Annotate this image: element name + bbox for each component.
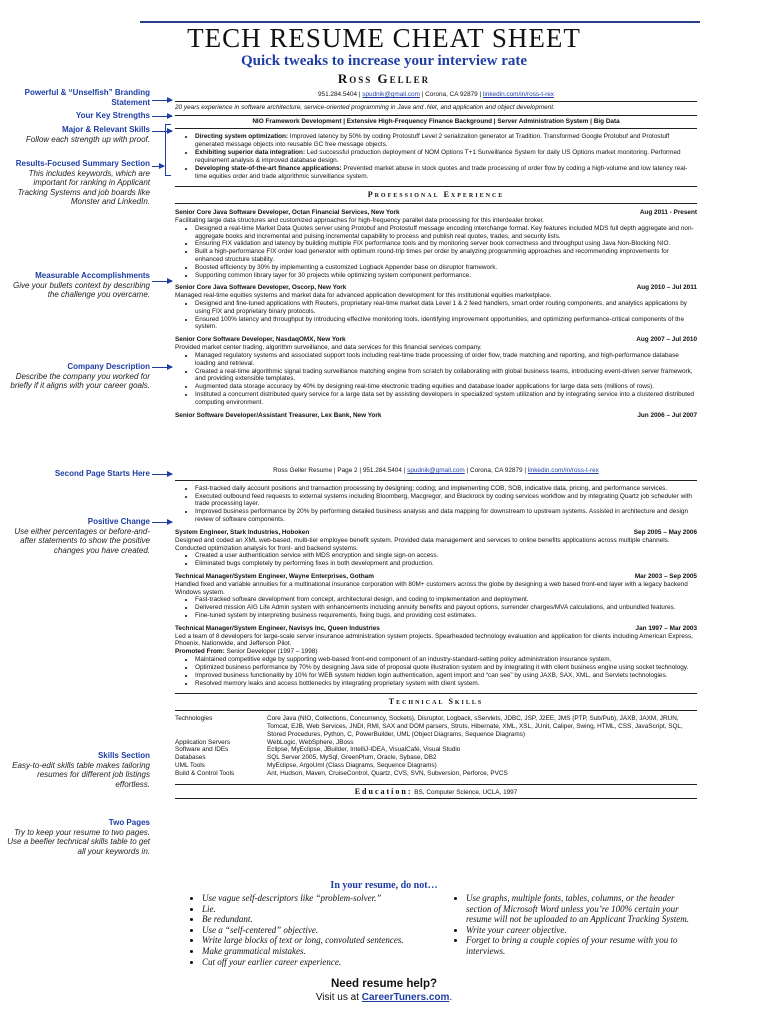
branding-statement: 20 years experience in software architecture, service-oriented programming in Java and .Net, and application and object development. — [175, 103, 555, 111]
job-bullets — [175, 552, 697, 568]
job-title: Technical Manager/System Engineer, Wayne Enterprises, Gotham — [175, 572, 374, 580]
contact-phone: 951.284.5404 — [317, 91, 358, 98]
skills-table — [175, 715, 697, 778]
page2-header: Ross Geller Resume | Page 2 | 951.284.5404 | spudnik@gmail.com | Corona, CA 92879 | linkedin.com/in/ross-t-rex — [273, 467, 599, 474]
job-description: Provided market center trading, algorithm surveillance, and data services for this financial services company. — [175, 344, 482, 352]
contact-location: Corona, CA 92879 — [425, 91, 478, 98]
skills-row — [175, 715, 697, 738]
job-bullet: • Instituted a concurrent distributed query service for a large data set by assisting developers in specialized system utilization and by integrating service into a clustered distributed computing environment. — [195, 391, 697, 407]
contact-location: Corona, CA 92879 — [469, 467, 523, 474]
job-bullet: • Created a real-time algorithmic signal trading surveillance matching engine from scratch by collaborating with global business teams, introducing event-driven server framework, and providing extensible templates. — [195, 368, 697, 384]
visit-text: Visit us at — [315, 992, 362, 1003]
job-bullet: • Ensured 100% latency and throughput by introducing effective monitoring tools, identifying improvement opportunities, and optimizing performance-critical components of the system. — [195, 316, 697, 332]
summary-bold: Developing state-of-the-art finance applications: — [195, 164, 342, 172]
job-header — [175, 284, 697, 292]
job-header — [175, 412, 697, 420]
contact-linkedin[interactable]: linkedin.com/in/ross-t-rex — [482, 91, 554, 98]
annotation-branding — [4, 88, 150, 107]
job-description: Led a team of 8 developers for large-scale server insurance administration system projects. Spearheaded technology evaluation and application for clients including American Express, Phoenix, Nationwide, and Jefferson Pilot. — [175, 632, 693, 648]
job-dates: Jun 2006 – Jul 2007 — [637, 411, 697, 419]
summary-item — [195, 149, 697, 165]
page-title: TECH RESUME CHEAT SHEET — [187, 23, 581, 53]
job-title: Senior Software Developer/Assistant Treasurer, Lex Bank, New York — [175, 411, 382, 419]
skills-value: MyEclipse, ArgoUml (Class Diagrams, Sequence Diagrams) — [267, 761, 437, 769]
summary-bold: Directing system optimization: — [195, 133, 289, 141]
page2-bullets — [175, 485, 697, 524]
annotation-skills-section — [4, 751, 150, 789]
annotation-title: Major & Relevant Skills — [61, 125, 150, 134]
annotation-title: Two Pages — [108, 818, 150, 827]
annotation-desc: This includes keywords, which are important for ranking in Applicant Tracking Systems and job boards like Monster and LinkedIn. — [17, 168, 150, 207]
skills-row — [175, 754, 697, 762]
job-header — [175, 529, 697, 537]
help-line — [0, 992, 768, 1003]
key-strengths: NIO Framework Development | Extensive High-Frequency Finance Background | Server Administration System | Big Data — [252, 117, 620, 125]
education-value: BS, Computer Science, UCLA, 1997 — [414, 788, 518, 796]
donot-item: • Use vague self-descriptors like “problem-solver.” — [202, 893, 436, 904]
annotation-two-pages — [4, 818, 150, 856]
annotation-accomplishments — [4, 271, 150, 300]
donot-item: • Write your career objective. — [466, 925, 700, 936]
divider — [175, 693, 697, 694]
experience-title: Professional Experience — [367, 190, 505, 200]
resume-name-text: Ross Geller — [337, 71, 431, 86]
annotation-title: Your Key Strengths — [75, 111, 150, 120]
job-dates: Sep 2005 – May 2006 — [633, 528, 697, 536]
job-entry — [175, 412, 697, 420]
donot-item: • Use a “self-centered” objective. — [202, 925, 436, 936]
job-description: Facilitating large data structures and customized approaches for high-frequency parallel data processing for this interdealer broker. — [175, 216, 545, 224]
annotation-desc: Describe the company you worked for briefly if it aligns with your career goals. — [10, 371, 150, 391]
job-bullet: • Resolved memory leaks and access bottlenecks by integrating proprietary system with client system. — [195, 680, 697, 688]
job-entry — [175, 209, 697, 279]
divider — [175, 101, 697, 102]
job-title: Senior Core Java Software Developer, Oscorp, New York — [175, 284, 347, 292]
job-dates: Aug 2011 - Present — [639, 209, 697, 217]
donot-item: • Cut off your earlier career experience. — [202, 957, 436, 968]
divider — [175, 128, 697, 129]
annotation-title: Second Page Starts Here — [54, 469, 150, 478]
annotation-positive-change — [4, 517, 150, 555]
annotation-summary — [4, 159, 150, 207]
job-bullet: • Designed and fine-tuned applications with Reuters, proprietary real-time market data Level 1 & 2 feed handlers, smart order routing components, and analytics applications by using FIX and proprietary binary protocols. — [195, 300, 697, 316]
job-bullet: • Augmented data storage accuracy by 40% by designing real-time electronic trading equities and database loader applications for large data sets (millions of rows). — [195, 383, 697, 391]
job-dates: Mar 2003 – Sep 2005 — [634, 572, 697, 580]
job-bullet: • Improved business functionality by 10% for WEB system hidden login authentication, agent import and “can see” by using JAXB, SAX, XML, and Servlets technologies. — [195, 672, 697, 680]
divider — [175, 480, 697, 481]
divider — [175, 203, 697, 204]
job-description: Designed and coded an XML web-based, multi-tier employee benefit system. Provided data management and services to online benefits applications across multiple channels. Conducted optimization analysis for front- and backend systems. — [175, 536, 670, 552]
skills-label: Build & Control Tools — [175, 769, 235, 777]
job-bullet: • Delivered mission AIG Life Admin system with enhancements including annuity benefits and payout options, surrender charges/MVA calculations, and unbundled features. — [195, 604, 697, 612]
job-entry — [175, 625, 697, 688]
job-bullet: • Executed outbound feed requests to external systems including Bloomberg, Macgregor, and Blackrock by coding services workflow and by integrating Quartz job scheduler with trade processing layer. — [195, 493, 697, 509]
job-title: Senior Core Software Developer, NasdaqOMX, New York — [175, 336, 346, 344]
job-description: Handled fixed and variable annuities for a multinational insurance corporation with 80M+ customers across the globe by designing a web based front-end layer with a legacy backend Windows system. — [175, 580, 688, 596]
summary-bold: Exhibiting superior data integration: — [195, 149, 306, 157]
job-bullet: • Designed a real-time Market Data Quotes server using Protobuf and Protostuff message encoding interchange format. Key features included MDS full depth aggregate and non-aggregate books and incremental and pulsing incremental capability to process and publish real quotes, trades, and security lists. — [195, 225, 697, 241]
annotation-desc: Try to keep your resume to two pages. Use a beefier technical skills table to get all your keywords in. — [7, 827, 150, 856]
skills-title: Technical Skills — [388, 697, 484, 707]
job-bullets — [175, 656, 697, 687]
resume-page-1 — [175, 91, 697, 419]
help-title: Need resume help? — [330, 978, 438, 990]
resume-page-2 — [175, 467, 697, 799]
job-bullet: • Maintained competitive edge by supporting web-based front-end component of an industry-standard-setting policy administration insurance system. — [195, 656, 697, 664]
arrow-icon — [152, 166, 164, 167]
skills-label: UML Tools — [175, 761, 205, 769]
skills-label: Technologies — [175, 715, 213, 723]
skills-label: Software and IDEs — [175, 746, 229, 754]
job-dates: Jan 1997 – Mar 2003 — [635, 624, 697, 632]
arrow-icon — [152, 281, 172, 282]
annotation-title: Powerful & “Unselfish” Branding Statement — [24, 88, 150, 107]
donot-item: • Be redundant. — [202, 914, 436, 925]
job-bullets — [175, 352, 697, 407]
contact-linkedin[interactable]: linkedin.com/in/ross-t-rex — [527, 467, 599, 474]
divider — [175, 784, 697, 785]
contact-phone: 951.284.5404 — [362, 467, 402, 474]
annotation-second-page — [4, 469, 150, 479]
arrow-icon — [152, 474, 172, 475]
skills-value: SQL Server 2005, MySql, GreenPlum, Oracle, Sybase, DB2 — [267, 754, 437, 762]
job-entry — [175, 573, 697, 620]
skills-value: Eclipse, MyEclipse, JBuilder, IntelliJ-IDEA, VisualCafé, Visual Studio — [267, 746, 461, 754]
annotation-title: Positive Change — [87, 517, 150, 526]
job-bullet: • Optimized business performance by 70% by designing Java side of proposal quote illustration system and by integrating it with client business engine using socket technology. — [195, 664, 697, 672]
job-bullets — [175, 596, 697, 619]
visit-suffix: . — [449, 992, 453, 1003]
job-bullet: • Built a high-performance FIX order load generator with optimum round-trip times per order by analyzing programming approaches and recommending improvements for enhanced structure stability. — [195, 248, 697, 264]
skills-value: Ant, Hudson, Maven, CruiseControl, Quartz, CVS, SVN, Subversion, Perforce, PVCS — [267, 769, 508, 777]
divider — [175, 186, 697, 187]
annotation-strengths — [4, 111, 150, 121]
annotation-desc: Use either percentages or before-and-after statements to show the positive changes you have created. — [14, 526, 150, 555]
summary-text: Led successful production deployment of NOM Options T+1 Surveillance System for daily US Options market monitoring. Performed requirement analysis & improved database design. — [195, 149, 681, 164]
job-bullet: • Managed regulatory systems and associated support tools including real-time trade processing of order flow, trade matching and reporting, and high-performance database loading and retrieval. — [195, 352, 697, 368]
job-bullet: • Ensuring FIX validation and latency by building multiple FIX performance tools and by monitoring server book correctness and throughput using Java Non-Blocking NIO. — [195, 240, 697, 248]
donot-right — [450, 893, 700, 957]
job-bullet: • Improved business performance by 20% by performing detailed business analysis and data mapping for downstream to upstream systems. Assisted in architecture and design review of software components. — [195, 508, 697, 524]
annotation-title: Results-Focused Summary Section — [15, 159, 150, 168]
promoted-line — [175, 648, 697, 656]
job-entry — [175, 529, 697, 568]
job-bullet: • Fast-tracked software development from concept, architectural design, and coding to implementation and deployment. — [195, 596, 697, 604]
skills-value: WebLogic, WebSphere, JBoss — [267, 738, 354, 746]
job-bullet: • Eliminated bugs completely by performing fixes in both development and production. — [195, 560, 697, 568]
job-description: Managed real-time equities systems and market data for advanced application development for this institutional equities marketplace. — [175, 292, 552, 300]
contact-line: 951.284.5404 | spudnik@gmail.com | Corona, CA 92879 | linkedin.com/in/ross-t-rex — [317, 91, 554, 98]
skills-row — [175, 739, 697, 747]
promoted-label: Promoted From: — [175, 648, 225, 656]
summary-text: Improved latency by 50% by coding Protostuff Level 2 serialization generator at Tradition. Transformed Google Protobuf and Protostuff generated message objects into reusable GC free message objects. — [195, 133, 670, 149]
promoted-text: Senior Developer (1997 – 1998) — [224, 648, 318, 656]
job-title: Technical Manager/System Engineer, Navisys Inc, Queen Industries — [175, 624, 380, 632]
skills-row — [175, 746, 697, 754]
job-header — [175, 573, 697, 581]
job-dates: Aug 2010 – Jul 2011 — [636, 284, 697, 292]
skills-row — [175, 762, 697, 770]
job-dates: Aug 2007 – Jul 2010 — [636, 336, 697, 344]
skills-value: Core Java (NIO, Collections, Concurrency, Sockets), Disruptor, Logback, sServlets, JDBC, JSP, J2EE, JMS (PTP, Sub/Pub), JAXB, JAXM, JRUN, Tomcat, EJB, Web Services, JNDI, RMI, SAX and DOM parsers, Struts, Hibernate, XML, XSL, JUnit, Caliper, Swing, HTML, CSS, JavaScript, SQL, Stored Procedures, Python, C, PowerBuilder, UML (Object Diagrams, Sequence Diagrams) — [267, 715, 683, 738]
page2-label: Ross Geller Resume | Page 2 | — [273, 467, 362, 474]
job-bullet: • Supporting common library layer for 30 projects while optimizing system component performance. — [195, 272, 697, 280]
skills-label: Databases — [175, 754, 206, 762]
job-bullets — [175, 225, 697, 280]
donot-item: • Forget to bring a couple copies of your resume with you to interviews. — [466, 935, 700, 956]
donot-right-list — [450, 893, 700, 957]
page-subtitle: Quick tweaks to increase your interview rate — [240, 53, 528, 69]
arrow-icon — [152, 116, 172, 117]
skills-row — [175, 770, 697, 778]
summary-bracket — [165, 124, 171, 176]
divider — [175, 115, 697, 116]
annotation-title: Skills Section — [97, 751, 150, 760]
education-label: Education: — [354, 786, 413, 796]
annotation-desc: Easy-to-edit skills table makes tailoring resumes for different job listings effortless. — [12, 760, 150, 789]
education-line — [175, 787, 697, 797]
donot-item: • Write large blocks of text or long, convoluted sentences. — [202, 935, 436, 946]
summary-item — [195, 165, 697, 181]
summary-text: Prevented market abuse in stock quotes and trade processing of order flow by coding a high-volume and low latency real-time equities order and trade algorithmic surveillance system. — [195, 164, 688, 180]
annotation-skills — [4, 125, 150, 144]
divider — [175, 710, 697, 711]
job-entry — [175, 284, 697, 331]
job-bullet: • Created a user authentication service with MDS encryption and single sign-on access. — [195, 552, 697, 560]
summary-list — [175, 133, 697, 180]
contact-email[interactable]: spudnik@gmail.com — [407, 467, 465, 474]
summary-item — [195, 133, 697, 149]
job-bullets — [175, 300, 697, 331]
donot-item: • Lie. — [202, 904, 436, 915]
donot-item: • Make grammatical mistakes. — [202, 946, 436, 957]
job-header — [175, 209, 697, 217]
job-bullet: • Fast-tracked daily account positions and transaction processing by designing; coding; and implementing COB, SOB, indicative data, pricing, and performance services. — [195, 485, 697, 493]
arrow-icon — [152, 100, 172, 101]
skills-label: Application Servers — [175, 738, 231, 746]
annotation-desc: Give your bullets context by describing the challenge you overcame. — [13, 280, 150, 300]
job-bullet: • Fine-tuned system by interpreting business requirements, fixing bugs, and providing cost estimates. — [195, 612, 697, 620]
job-title: System Engineer, Stark Industries, Hoboken — [175, 528, 310, 536]
careertuners-link[interactable]: CareerTuners.com — [361, 992, 450, 1003]
donot-left-list — [186, 893, 436, 967]
resume-name — [0, 71, 768, 87]
job-bullet: • Boosted efficiency by 30% by implementing a customized Logback Appender base on disruptor framework. — [195, 264, 697, 272]
arrow-icon — [152, 522, 172, 523]
annotation-title: Measurable Accomplishments — [35, 271, 150, 280]
annotation-desc: Follow each strength up with proof. — [25, 134, 150, 144]
job-title: Senior Core Java Software Developer, Octan Financial Services, New York — [175, 209, 400, 217]
job-header — [175, 336, 697, 344]
donot-left — [186, 893, 436, 967]
donot-item: • Use graphs, multiple fonts, tables, columns, or the header section of Microsoft Word unless you’re 100% certain your resume will not be uploaded to an Applicant Tracking System. — [466, 893, 700, 925]
annotation-title: Company Description — [67, 362, 150, 371]
job-entry — [175, 336, 697, 406]
annotation-company — [4, 362, 150, 391]
divider — [175, 798, 697, 799]
contact-email[interactable]: spudnik@gmail.com — [362, 91, 420, 98]
donot-title: In your resume, do not… — [330, 880, 438, 891]
job-header — [175, 625, 697, 633]
arrow-icon — [152, 367, 172, 368]
